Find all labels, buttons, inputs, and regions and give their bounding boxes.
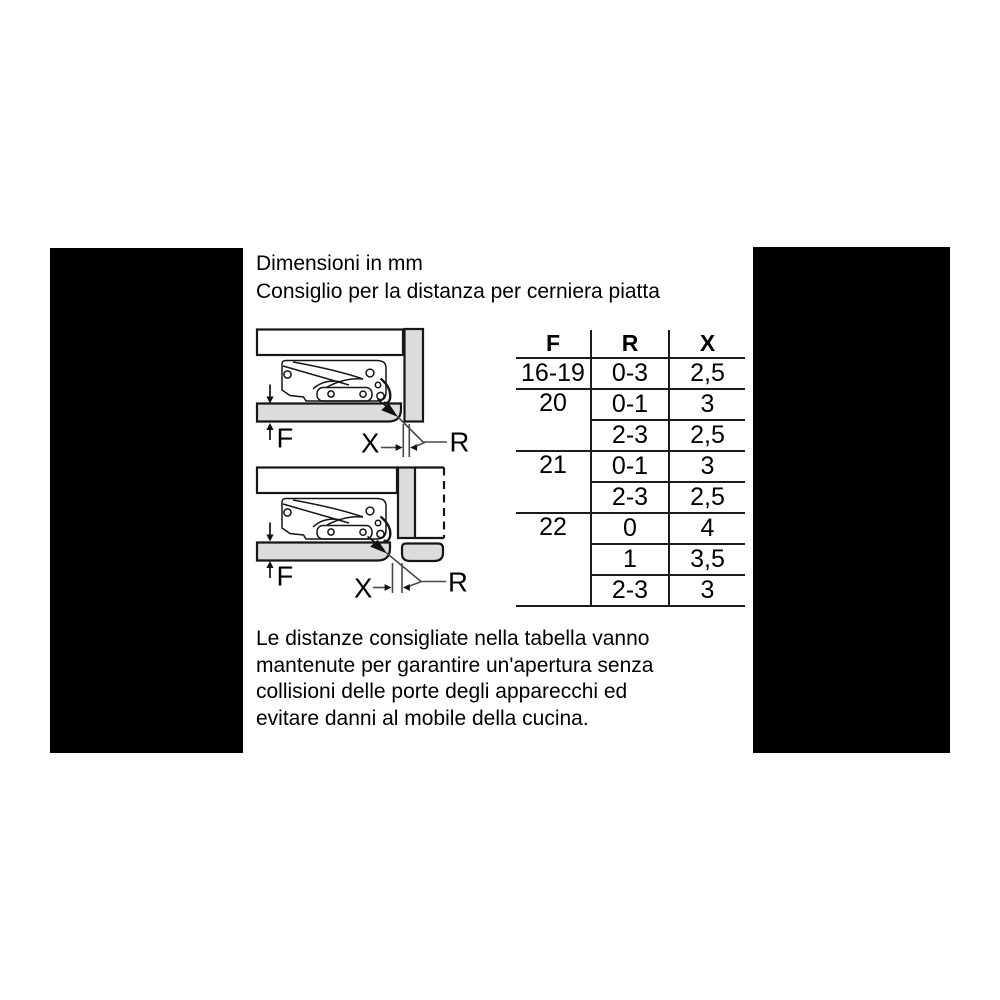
dimension-label-r: R xyxy=(448,566,468,598)
table-header-r: R xyxy=(591,330,669,358)
top-panel xyxy=(257,330,403,356)
table-cell-r: 1 xyxy=(591,544,669,575)
table-row xyxy=(516,451,745,482)
black-panel-left xyxy=(50,248,243,753)
note-line-2: mantenute per garantire un'apertura senza xyxy=(256,653,654,677)
table-cell-r: 2-3 xyxy=(591,420,669,451)
table-row xyxy=(516,513,745,544)
table-cell-r: 2-3 xyxy=(591,482,669,513)
table-cell-f: 16-19 xyxy=(516,358,591,389)
dimension-label-r: R xyxy=(449,426,470,458)
table-header-x: X xyxy=(669,330,745,358)
dimension-label-x: X xyxy=(354,572,373,604)
table-cell-f: 21 xyxy=(516,451,591,513)
side-wall-panel xyxy=(398,468,415,539)
table-cell-r: 0 xyxy=(591,513,669,544)
table-cell-r: 2-3 xyxy=(591,575,669,606)
table-header-f: F xyxy=(516,330,591,358)
x-arrow-right-icon xyxy=(385,584,392,591)
title-line-2: Consiglio per la distanza per cerniera piatta xyxy=(256,279,660,303)
hinge-diagrams xyxy=(248,322,474,604)
table-cell-x: 3,5 xyxy=(669,544,745,575)
table-cell-r: 0-1 xyxy=(591,389,669,420)
page-title xyxy=(256,250,660,305)
x-arrow-left-icon xyxy=(403,584,410,591)
diagram-hinge-top xyxy=(257,329,469,459)
table-cell-r: 0-3 xyxy=(591,358,669,389)
table-cell-f: 22 xyxy=(516,513,591,606)
note-paragraph xyxy=(256,626,653,732)
note-line-4: evitare danni al mobile della cucina. xyxy=(256,706,589,730)
table-row xyxy=(516,358,745,389)
title-line-1: Dimensioni in mm xyxy=(256,252,423,275)
table-cell-x: 3 xyxy=(669,575,745,606)
table-cell-x: 2,5 xyxy=(669,420,745,451)
black-panel-right xyxy=(753,247,950,753)
table-cell-x: 3 xyxy=(669,451,745,482)
table-cell-x: 4 xyxy=(669,513,745,544)
adjacent-door-panel xyxy=(402,544,443,562)
diagram-hinge-bottom xyxy=(257,468,468,604)
note-line-1: Le distanze consigliate nella tabella vanno xyxy=(256,627,650,650)
door-panel xyxy=(257,404,401,422)
note-line-3: collisioni delle porte degli apparecchi ed xyxy=(256,680,628,703)
table-cell-x: 3 xyxy=(669,389,745,420)
x-arrow-right-icon xyxy=(396,444,403,451)
door-panel xyxy=(257,543,390,561)
table-cell-r: 0-1 xyxy=(591,451,669,482)
dimension-label-x: X xyxy=(361,427,380,459)
table-cell-x: 2,5 xyxy=(669,358,745,389)
table-header-row xyxy=(516,330,745,358)
table-row xyxy=(516,389,745,420)
x-arrow-left-icon xyxy=(410,444,417,451)
table-cell-f: 20 xyxy=(516,389,591,451)
top-panel xyxy=(257,468,397,494)
distance-table xyxy=(516,330,745,607)
table-cell-x: 2,5 xyxy=(669,482,745,513)
side-wall-panel xyxy=(405,329,424,422)
